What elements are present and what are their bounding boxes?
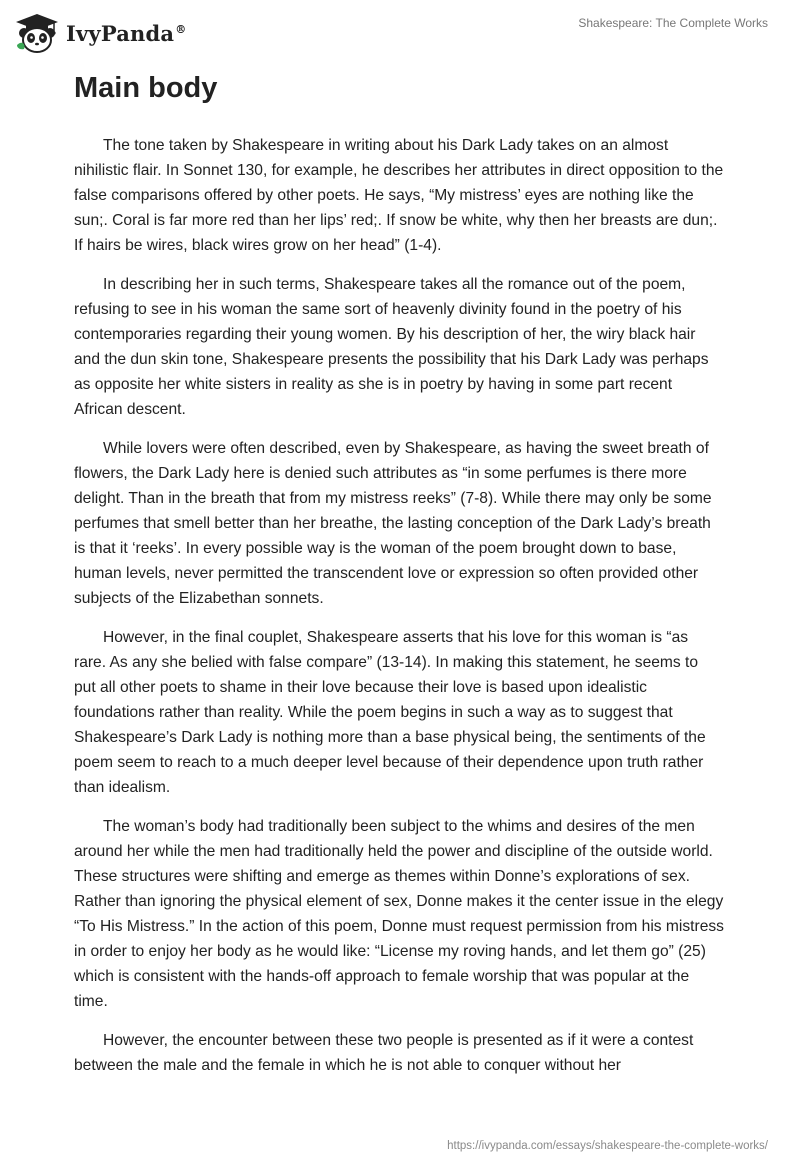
document-title: Shakespeare: The Complete Works — [578, 16, 768, 30]
ivypanda-logo[interactable] — [14, 12, 186, 54]
paragraph: The tone taken by Shakespeare in writing about his Dark Lady takes on an almost nihilistic flair. In Sonnet 130, for example, he describes her attributes in direct opposition to the false comparisons offered by other poets. He says, “My mistress’ eyes are nothing like the sun;. Coral is far more red than her lips’ red;. If snow be white, why then her breasts are dun;. If hairs be wires, black wires grow on her head” (1-4). — [74, 137, 724, 254]
panda-graduate-icon — [14, 12, 60, 54]
essay-body — [74, 133, 724, 1092]
paragraph: The woman’s body had traditionally been subject to the whims and desires of the men around her while the men had traditionally held the power and discipline of the outside world. These structures were shifting and emerge as themes within Donne’s explorations of sex. Rather than ignoring the physical element of sex, Donne makes it the center issue in the elegy “To His Mistress.” In the action of this poem, Donne must request permission from his mistress in order to enjoy her body as he would like: “License my roving hands, and let them go” (25) which is consistent with the hands-off approach to female worship that was popular at the time. — [74, 818, 724, 1010]
registered-mark: ® — [175, 22, 187, 36]
section-heading: Main body — [74, 72, 218, 104]
page-header — [0, 0, 800, 70]
source-url-link[interactable]: https://ivypanda.com/essays/shakespeare-the-complete-works/ — [447, 1140, 768, 1152]
paragraph: However, in the final couplet, Shakespeare asserts that his love for this woman is “as rare. As any she belied with false compare” (13-14). In making this statement, he seems to put all other poets to shame in their love because their love is based upon idealistic foundations rather than reality. While the poem begins in such a way as to suggest that Shakespeare’s Dark Lady is nothing more than a base physical being, the sentiments of the poem seem to reach to a much deeper level because of their dependence upon truth rather than idealism. — [74, 629, 706, 796]
paragraph: While lovers were often described, even by Shakespeare, as having the sweet breath of flowers, the Dark Lady here is denied such attributes as “in some perfumes is there more delight. Than in the breath that from my mistress reeks” (7-8). While there may only be some perfumes that smell better than her breathe, the lasting conception of the Dark Lady’s breath is that it ‘reeks’. In every possible way is the woman of the poem brought down to base, human levels, never permitted the transcendent love or expression so often provided other subjects of the Elizabethan sonnets. — [74, 440, 712, 607]
paragraph: However, the encounter between these two people is presented as if it were a contest between the male and the female in which he is not able to conquer without her — [74, 1032, 694, 1074]
paragraph: In describing her in such terms, Shakespeare takes all the romance out of the poem, refusing to see in his woman the same sort of heavenly divinity found in the poetry of his contemporaries regarding their young women. By his description of her, the wiry black hair and the dun skin tone, Shakespeare presents the possibility that his Dark Lady was perhaps as opposite her white sisters in reality as she is in poetry by having in some part recent African descent. — [74, 276, 709, 418]
brand-name: IvyPanda® — [66, 20, 187, 46]
